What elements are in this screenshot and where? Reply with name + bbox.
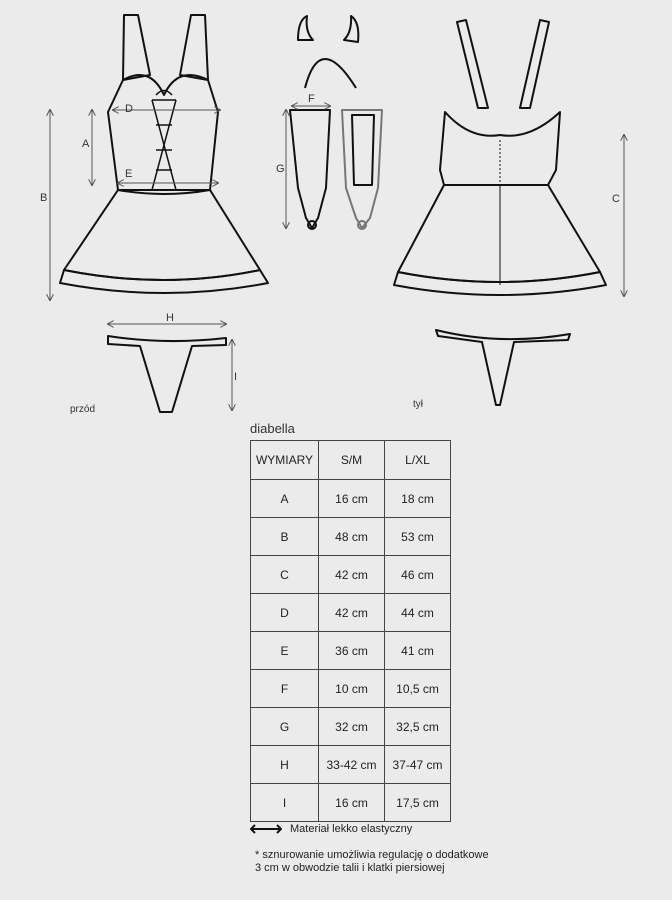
table-cell: E — [251, 632, 319, 670]
table-cell: D — [251, 594, 319, 632]
table-row — [251, 594, 451, 632]
table-cell: 16 cm — [319, 480, 385, 518]
table-cell: G — [251, 708, 319, 746]
table-cell: 17,5 cm — [385, 784, 451, 822]
table-cell: C — [251, 556, 319, 594]
legend — [250, 823, 412, 835]
dim-label-b: B — [40, 192, 48, 204]
dim-label-a: A — [82, 138, 90, 150]
table-cell: 41 cm — [385, 632, 451, 670]
double-arrow-icon — [250, 823, 282, 835]
dim-label-f: F — [308, 93, 315, 105]
table-row — [251, 632, 451, 670]
dim-label-g: G — [276, 163, 285, 175]
table-cell: F — [251, 670, 319, 708]
headband-horns — [298, 16, 358, 88]
table-cell: 46 cm — [385, 556, 451, 594]
table-cell: 18 cm — [385, 480, 451, 518]
table-cell: 33-42 cm — [319, 746, 385, 784]
gloves-back — [342, 110, 382, 229]
size-table — [250, 440, 451, 822]
table-cell: B — [251, 518, 319, 556]
table-cell: 37-47 cm — [385, 746, 451, 784]
product-name: diabella — [250, 421, 295, 436]
front-dress-outline — [60, 15, 268, 293]
table-cell: 53 cm — [385, 518, 451, 556]
product-drawing — [0, 0, 672, 420]
table-row — [251, 746, 451, 784]
table-row — [251, 556, 451, 594]
back-view-label: tył — [413, 399, 423, 410]
note-line-1: * sznurowanie umożliwia regulację o dodatkowe — [255, 849, 489, 861]
table-cell: 10 cm — [319, 670, 385, 708]
dim-label-h: H — [166, 312, 174, 324]
table-row — [251, 480, 451, 518]
table-cell: 36 cm — [319, 632, 385, 670]
table-row — [251, 670, 451, 708]
table-cell: 32 cm — [319, 708, 385, 746]
table-cell: 10,5 cm — [385, 670, 451, 708]
dim-label-c: C — [612, 193, 620, 205]
table-row — [251, 708, 451, 746]
dim-label-d: D — [125, 103, 133, 115]
front-lacing — [152, 91, 176, 191]
note-line-2: 3 cm w obwodzie talii i klatki piersiowej — [255, 862, 445, 874]
dim-label-e: E — [125, 168, 133, 180]
table-cell: 42 cm — [319, 556, 385, 594]
table-cell: I — [251, 784, 319, 822]
front-thong — [108, 336, 226, 412]
header-cell: WYMIARY — [251, 441, 319, 480]
legend-text: Materiał lekko elastyczny — [290, 823, 413, 835]
header-cell: S/M — [319, 441, 385, 480]
table-row — [251, 518, 451, 556]
table-cell: H — [251, 746, 319, 784]
front-view-label: przód — [70, 404, 96, 415]
lacing-note — [255, 849, 489, 875]
table-row — [251, 784, 451, 822]
table-cell: 44 cm — [385, 594, 451, 632]
header-cell: L/XL — [385, 441, 451, 480]
table-cell: 48 cm — [319, 518, 385, 556]
table-cell: A — [251, 480, 319, 518]
table-cell: 32,5 cm — [385, 708, 451, 746]
gloves-front — [290, 110, 330, 229]
table-cell: 16 cm — [319, 784, 385, 822]
table-header-row — [251, 441, 451, 480]
back-thong — [436, 330, 570, 405]
dim-label-i: I — [234, 371, 238, 383]
table-cell: 42 cm — [319, 594, 385, 632]
